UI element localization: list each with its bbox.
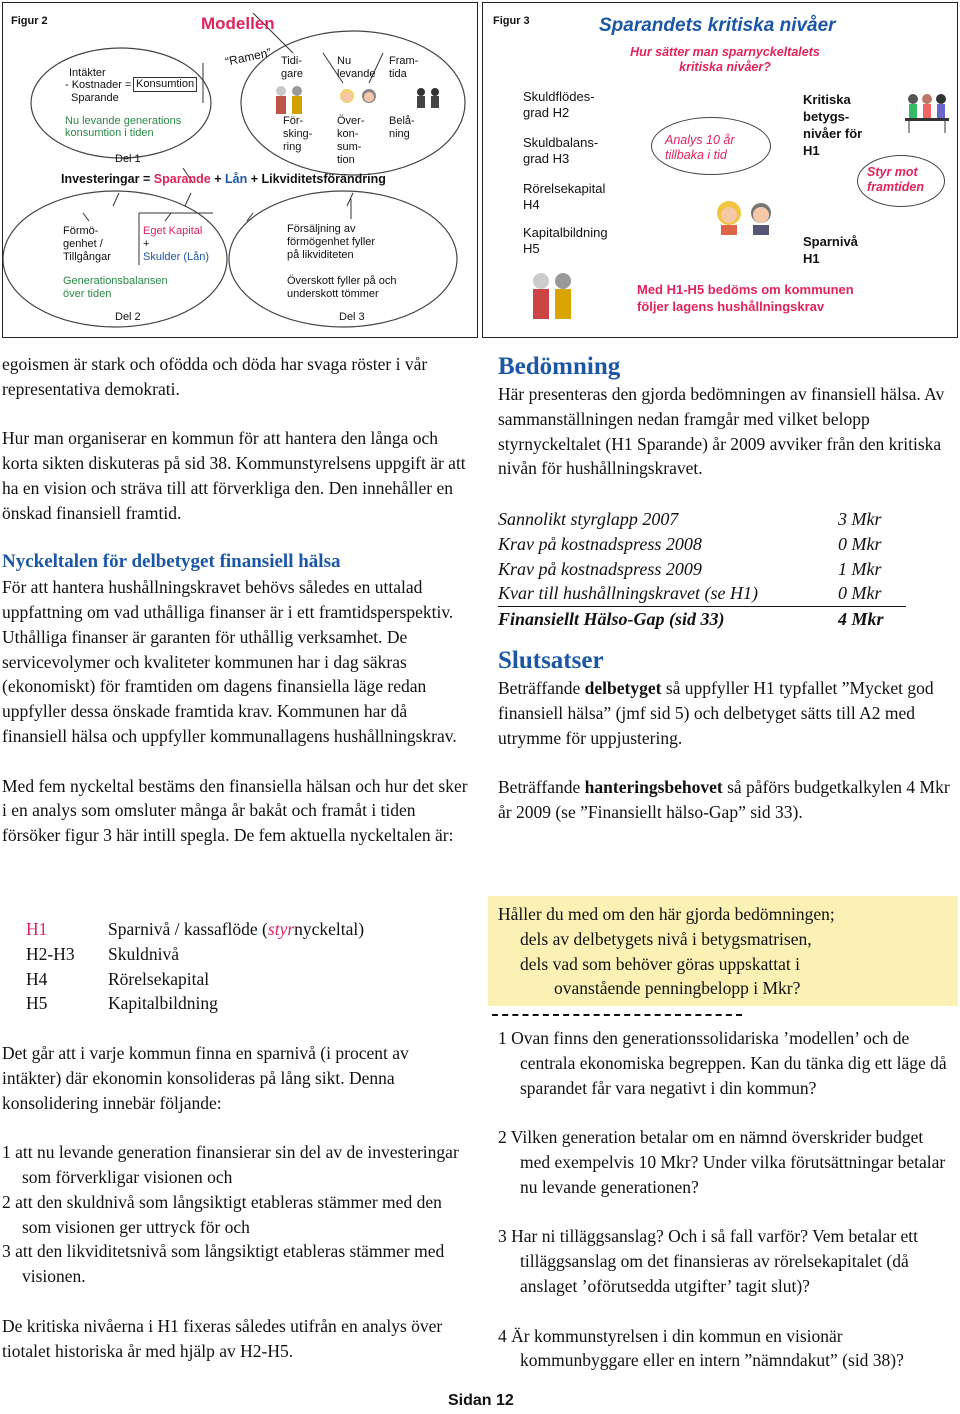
- intakter-label: Intäkter: [69, 67, 106, 79]
- paragraph-delbetyg: Beträffande delbetyget så uppfyller H1 typfallet ”Mycket god finansiell hälsa” (jmf sid 5) och delbetyget sätts till A2 med utrymme för uppjustering.: [498, 678, 934, 748]
- overskott-label: Överskott fyller på och underskott tömmer: [287, 275, 397, 300]
- forskingring-label: För- sking- ring: [283, 115, 313, 153]
- del3-label: Del 3: [339, 311, 365, 323]
- generationsbalansen-label: Generationsbalansen över tiden: [63, 275, 168, 300]
- key-figures-list: [26, 917, 364, 1016]
- del2-label: Del 2: [115, 311, 141, 323]
- gap-table: [498, 507, 908, 632]
- paragraph-hushallning: För att hantera hushållningskravet behövs således en uttalad uppfattning om vad uthålliga finanser är i ett framtidsperspektiv. Uthålliga finanser är garanten för uthållig verksamhet. De servicevolymer och kvaliteter kommunen har i dag säkras (ekonomiskt) för framtiden om dagens finansiella läge redan uppfyller dessa önskade framtida krav. Kommunen har då finansiell hälsa och uppfyller kommunallagens hushållningskrav.: [2, 577, 457, 746]
- h5-label: Kapitalbildning H5: [523, 225, 608, 256]
- overkonsumtion-label: Över- kon- sum- tion: [337, 115, 365, 166]
- forsaljning-label: Försäljning av förmögenhet fyller på likviditeten: [287, 223, 376, 261]
- heading-nyckeltal: Nyckeltalen för delbetyget finansiell hälsa: [2, 551, 341, 573]
- list-item-3: 3 att den likviditetsnivå som långsiktigt etableras stämmer med visionen.: [2, 1241, 445, 1287]
- list-item-2: 2 att den skuldnivå som långsiktigt etableras stämmer med den som visionen ger uttryck för och: [2, 1191, 442, 1237]
- konsumtion-box: Konsumtion: [133, 77, 197, 92]
- eget-kapital-label: Eget Kapital + Skulder (Lån): [143, 225, 210, 263]
- question-2: 2 Vilken generation betalar om en nämnd överskrider budget med exempelvis 10 Mkr? Under vilka förutsättningar betalar nu levande generationen?: [498, 1127, 946, 1197]
- tidigare-label: Tidi- gare: [281, 55, 304, 80]
- right-column: [498, 352, 956, 481]
- nu-levande-label: Nu levande: [337, 55, 376, 80]
- kostnader-label: - Kostnader =: [65, 79, 132, 91]
- heading-bedomning: Bedömning: [498, 353, 621, 380]
- left-column: [2, 352, 468, 848]
- konsumtion-tiden-label: konsumtion i tiden: [65, 127, 154, 139]
- ramen-label: “Ramen”: [223, 45, 273, 69]
- question-4: 4 Är kommunstyrelsen i din kommun en visionär kommunbyggare eller en intern ”nämndakut” (sid 38)?: [498, 1325, 904, 1371]
- key-figure-h4: H4 Rörelsekapital: [26, 968, 210, 989]
- nu-levande-gen-label: Nu levande generations: [65, 115, 182, 127]
- model-title: Modellen: [201, 14, 275, 33]
- paragraph-hanteringsbehov: Beträffande hanteringsbehovet så påförs budgetkalkylen 4 Mkr år 2009 (se ”Finansiellt hälso-Gap” sid 33).: [498, 777, 950, 822]
- styr-label: Styr mot framtiden: [867, 165, 924, 194]
- page-number: Sidan 12: [448, 1392, 514, 1409]
- fig3-subheading: Hur sätter man sparnyckeltalets kritiska nivåer?: [630, 45, 820, 74]
- table-row-value: 0 Mkr: [838, 533, 882, 554]
- analys-label: Analys 10 år tillbaka i tid: [665, 133, 735, 162]
- children-icon: [413, 87, 443, 109]
- question-3: 3 Har ni tilläggsanslag? Och i så fall varför? Vem betalar ett tilläggsanslag om det finansieras av rörelsekapitalet (då anslaget ’oförutsedda utgifter’ tagit slut)?: [498, 1226, 919, 1296]
- paragraph-sparniva: Det går att i varje kommun finna en sparnivå (i procent av intäkter) där ekonomin konsolideras på lång sikt. Denna konsolidering innebär följande:: [2, 1043, 409, 1113]
- sparande-label: Sparande: [71, 92, 119, 104]
- elderly-couple-icon: [271, 85, 311, 115]
- sparniva-label: Sparnivå H1: [803, 234, 858, 266]
- framtida-label: Fram- tida: [389, 55, 419, 80]
- table-row-label: Sannolikt styrglapp 2007: [498, 509, 679, 529]
- figure-2-title: Figur 2: [11, 15, 48, 27]
- table-row-value: 3 Mkr: [838, 509, 882, 529]
- h2-label: Skuldflödes- grad H2: [523, 89, 595, 120]
- key-figure-h2-h3: H2-H3 Skuldnivå: [26, 943, 179, 964]
- adult-couple-icon: [337, 87, 381, 111]
- kritiska-label: Kritiska betygs- nivåer för H1: [803, 92, 863, 158]
- right-column-slutsatser: [498, 646, 956, 825]
- table-row-label: Krav på kostnadspress 2008: [498, 533, 702, 554]
- h3-label: Skuldbalans- grad H3: [523, 135, 599, 166]
- questions-list: [498, 1026, 956, 1373]
- table-row: [498, 532, 908, 557]
- del1-label: Del 1: [115, 153, 141, 165]
- table-total-row: Finansiellt Hälso-Gap (sid 33) 4 Mkr: [498, 606, 906, 632]
- dashed-divider: [492, 1014, 742, 1016]
- paragraph-fem-nyckeltal: Med fem nyckeltal bestäms den finansiella hälsan och hur det sker i en analys som omsluter många år bakåt och framåt i tiden försöker figur 3 här intill spegla. De fem aktuella nyckeltalen är:: [2, 775, 468, 846]
- table-row: [498, 581, 908, 606]
- fig3-heading: Sparandets kritiska nivåer: [599, 15, 836, 36]
- paragraph-egoism: egoismen är stark och ofödda och döda har svaga röster i vår representativa demokrati.: [2, 354, 428, 399]
- key-figure-h1: H1 Sparnivå / kassaflöde (styrnyckeltal): [26, 919, 365, 939]
- left-column-lower: [2, 1041, 468, 1363]
- list-item-1: 1 att nu levande generation finansierar sin del av de investeringar som förverkligar visionen och: [2, 1142, 459, 1187]
- figure-2-panel: [2, 2, 478, 338]
- heading-slutsatser: Slutsatser: [498, 647, 604, 674]
- investment-equation: Investeringar = Sparande + Lån + Likviditetsförändring: [61, 172, 386, 186]
- table-row-value: 1 Mkr: [838, 558, 882, 579]
- question-1: 1 Ovan finns den generationssolidariska ’modellen’ och de centrala ekonomiska begreppen. Kan du tänka dig ett läge då sparandet får vara negativt i din kommun?: [498, 1028, 947, 1098]
- formogenhet-label: Förmö- genhet / Tillgångar: [63, 225, 111, 263]
- question-box-text: Håller du med om den här gjorda bedömningen; dels av delbetygets nivå i betygsmatrisen, dels vad som behöver göras uppskattat i ovanstående penningbelopp i Mkr?: [498, 904, 835, 999]
- elderly-couple-icon: [525, 271, 581, 323]
- figure-3-panel: [482, 2, 958, 338]
- table-row: [498, 507, 908, 532]
- med-h1-label: Med H1-H5 bedöms om kommunen följer lagens hushållningskrav: [637, 282, 854, 314]
- paragraph-kritiska: De kritiska nivåerna i H1 fixeras således utifrån en analys över tiotalet historiska år med hjälp av H2-H5.: [2, 1315, 443, 1361]
- table-row-label: Kvar till hushållningskravet (se H1): [498, 583, 758, 604]
- key-figure-h5: H5 Kapitalbildning: [26, 993, 218, 1014]
- table-row-value: 0 Mkr: [838, 583, 882, 604]
- adult-couple-icon: [715, 199, 777, 235]
- belaning-label: Belå- ning: [389, 115, 415, 140]
- paragraph-bedomning: Här presenteras den gjorda bedömningen av finansiell hälsa. Av sammanställningen nedan framgår med vilket belopp styrnyckeltalet (H1 Sparande) år 2009 avviker från den kritiska nivån för hushållningskravet.: [498, 384, 945, 479]
- paragraph-organisation: Hur man organiserar en kommun för att hantera den långa och korta sikten diskuteras på sid 38. Kommunstyrelsens uppgift är att ha en vision och sträva till att förverkliga den. Den innehåller en önskad finansiell framtid.: [2, 428, 466, 523]
- h4-label: Rörelsekapital H4: [523, 181, 606, 212]
- table-row-label: Krav på kostnadspress 2009: [498, 558, 702, 579]
- figure-3-title: Figur 3: [493, 15, 530, 27]
- children-on-bench-icon: [903, 91, 951, 135]
- table-row: [498, 557, 908, 582]
